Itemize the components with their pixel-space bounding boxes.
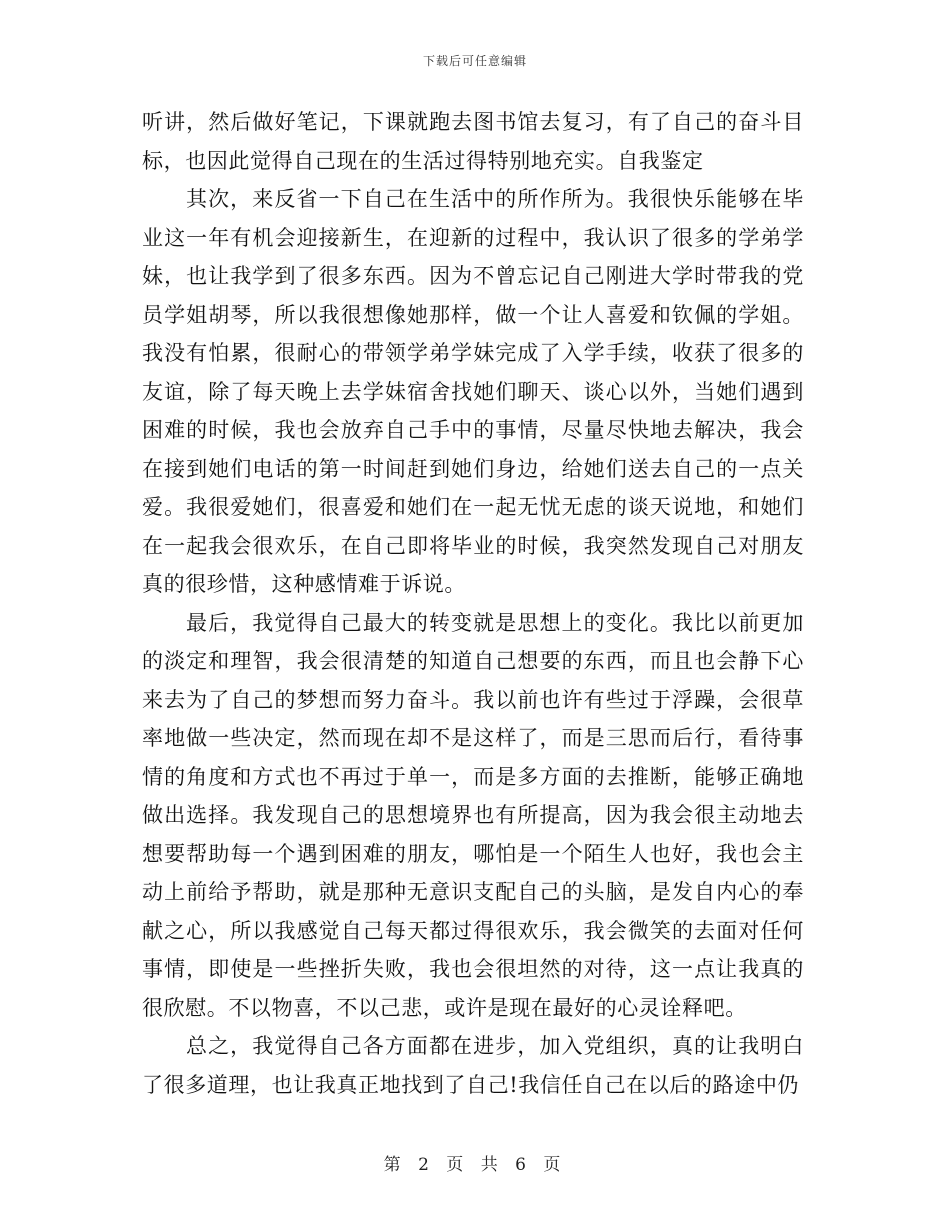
- paragraph-2: 其次，来反省一下自己在生活中的所作所为。我很快乐能够在毕业这一年有机会迎接新生，在迎新的过程中，我认识了很多的学弟学妹，也让我学到了很多东西。因为不曾忘记自己刚进大学时带我的党员学姐胡琴，所以我很想像她那样，做一个让人喜爱和钦佩的学姐。我没有怕累，很耐心的带领学弟学妹完成了入学手续，收获了很多的友谊，除了每天晚上去学妹宿舍找她们聊天、谈心以外，当她们遇到困难的时候，我也会放弃自己手中的事情，尽量尽快地去解决，我会在接到她们电话的第一时间赶到她们身边，给她们送去自己的一点关爱。我很爱她们，很喜爱和她们在一起无忧无虑的谈天说地，和她们在一起我会很欢乐，在自己即将毕业的时候，我突然发现自己对朋友真的很珍惜，这种感情难于诉说。: [142, 187, 804, 596]
- paragraph-3: 最后，我觉得自己最大的转变就是思想上的变化。我比以前更加的淡定和理智，我会很清楚的知道自己想要的东西，而且也会静下心来去为了自己的梦想而努力奋斗。我以前也许有些过于浮躁，会很草率地做一些决定，然而现在却不是这样了，而是三思而后行，看待事情的角度和方式也不再过于单一，而是多方面的去推断，能够正确地做出选择。我发现自己的思想境界也有所提高，因为我会很主动地去想要帮助每一个遇到困难的朋友，哪怕是一个陌生人也好，我也会主动上前给予帮助，就是那种无意识支配自己的头脑，是发自内心的奉献之心，所以我感觉自己每天都过得很欢乐，我会微笑的去面对任何事情，即使是一些挫折失败，我也会很坦然的对待，这一点让我真的很欣慰。不以物喜，不以己悲，或许是现在最好的心灵诠释吧。: [142, 610, 804, 1020]
- paragraph-1: 听讲，然后做好笔记，下课就跑去图书馆去复习，有了自己的奋斗目标，也因此觉得自己现在的生活过得特别地充实。自我鉴定: [142, 110, 804, 173]
- page-number: 第 2 页 共 6 页: [383, 1155, 567, 1175]
- document-body: [142, 103, 804, 1104]
- paragraph-4: 总之，我觉得自己各方面都在进步，加入党组织，真的让我明白了很多道理，也让我真正地找到了自己!我信任自己在以后的路途中仍: [142, 1034, 804, 1097]
- page-header: 下载后可任意编辑: [422, 54, 527, 68]
